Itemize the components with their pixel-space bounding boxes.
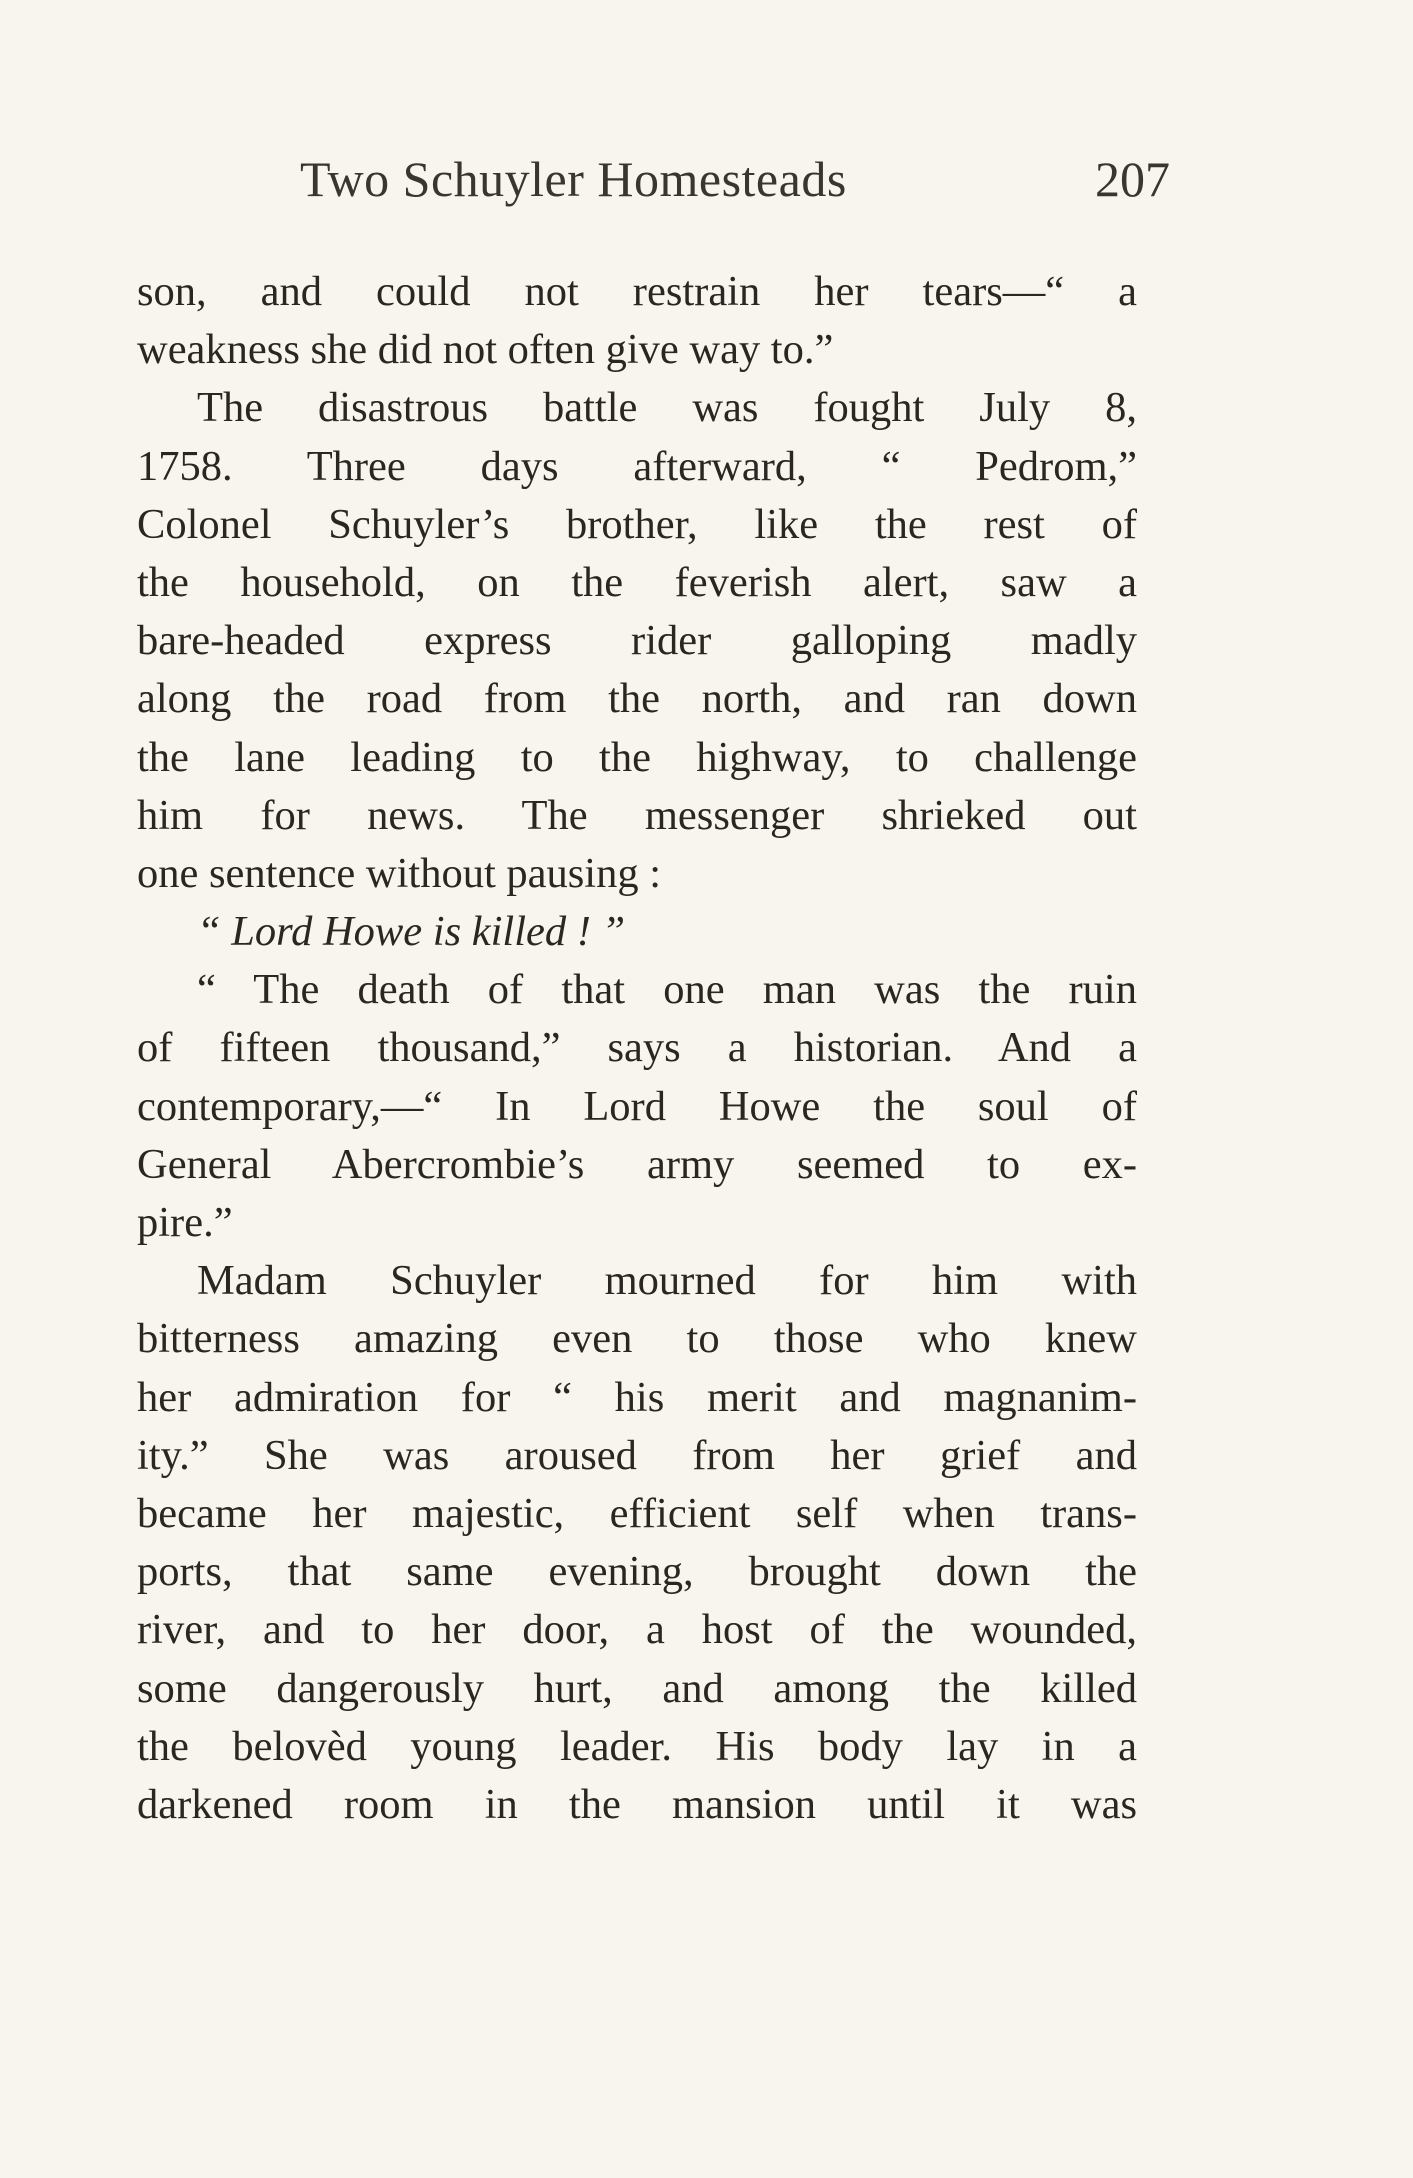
italic-quote: “ Lord Howe is killed ! ” — [197, 908, 626, 956]
text-line: General Abercrombie’s army seemed to ex- — [137, 1140, 1137, 1188]
text-line: ports, that same evening, brought down the — [137, 1548, 1137, 1596]
quoted-exclamation-line — [137, 903, 1137, 961]
text-line: bare-headed express rider galloping madly — [137, 617, 1137, 665]
text-line: weakness she did not often give way to.” — [137, 326, 834, 374]
paragraph-start-line: Madam Schuyler mourned for him with — [197, 1257, 1137, 1305]
text-line: along the road from the north, and ran down — [137, 675, 1137, 723]
text-line: one sentence without pausing : — [137, 849, 662, 897]
text-line: 1758. Three days afterward, “ Pedrom,” — [137, 442, 1137, 490]
text-line: some dangerously hurt, and among the killed — [137, 1664, 1137, 1712]
body-text — [137, 263, 1137, 1834]
text-line: became her majestic, efficient self when trans- — [137, 1489, 1137, 1537]
text-line: bitterness amazing even to those who knew — [137, 1315, 1137, 1363]
running-head — [300, 150, 1170, 220]
running-title: Two Schuyler Homesteads — [300, 151, 847, 207]
text-line: her admiration for “ his merit and magnanim- — [137, 1373, 1137, 1421]
text-line: darkened room in the mansion until it was — [137, 1780, 1137, 1828]
text-line: ity.” She was aroused from her grief and — [137, 1431, 1137, 1479]
text-line: son, and could not restrain her tears—“ a — [137, 268, 1137, 315]
page-number: 207 — [1095, 151, 1170, 207]
text-line: Colonel Schuyler’s brother, like the rest of — [137, 500, 1137, 548]
text-line: the lane leading to the highway, to challenge — [137, 733, 1137, 781]
paragraph-start-line: The disastrous battle was fought July 8, — [197, 384, 1137, 432]
text-line: river, and to her door, a host of the wounded, — [137, 1606, 1137, 1654]
text-line: of fifteen thousand,” says a historian. And a — [137, 1024, 1137, 1072]
text-line: pire.” — [137, 1199, 233, 1246]
text-line: the belovèd young leader. His body lay in a — [137, 1722, 1137, 1770]
paragraph-start-line: “ The death of that one man was the ruin — [197, 966, 1137, 1014]
text-line: the household, on the feverish alert, saw a — [137, 558, 1137, 606]
text-line: contemporary,—“ In Lord Howe the soul of — [137, 1082, 1137, 1130]
text-line: him for news. The messenger shrieked out — [137, 791, 1137, 839]
